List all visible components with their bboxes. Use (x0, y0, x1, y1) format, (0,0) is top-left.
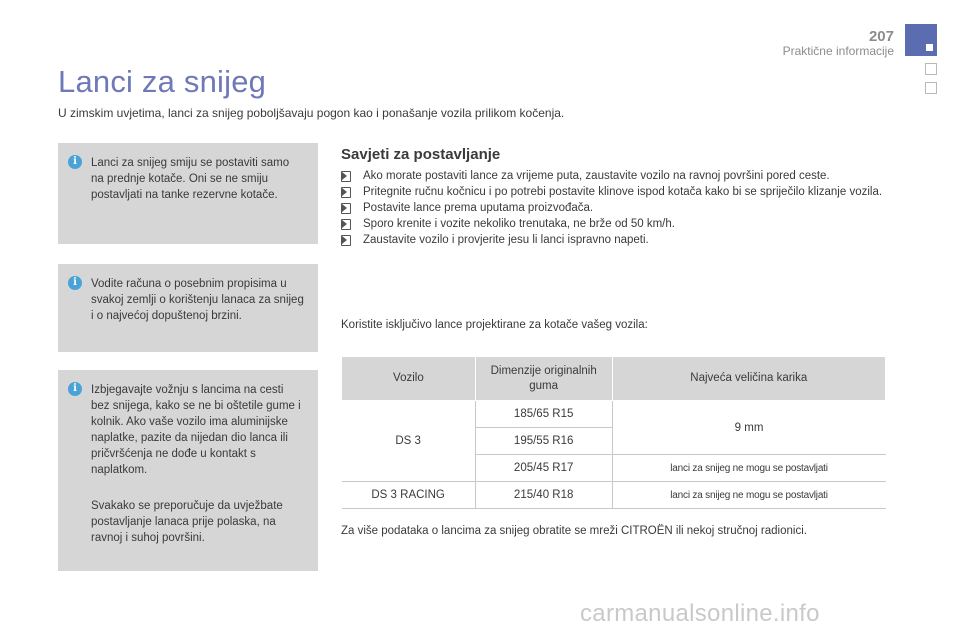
page-number: 207 (868, 28, 894, 45)
tyre-cell: 205/45 R17 (475, 455, 612, 482)
vehicle-cell: DS 3 (342, 401, 476, 482)
info-icon: i (68, 382, 82, 396)
tyre-cell: 195/55 R16 (475, 428, 612, 455)
info-text: Lanci za snijeg smiju se postaviti samo na prednje kotače. Oni se ne smiju postavljati na tanke rezervne kotače. (91, 157, 290, 201)
checkbox-arrow-icon (341, 170, 351, 182)
checkbox-arrow-icon (341, 202, 351, 214)
list-item-text: Sporo krenite i vozite nekoliko trenutaka, ne brže od 50 km/h. (363, 218, 675, 230)
section-heading: Savjeti za postavljanje (341, 146, 501, 163)
table-row (342, 401, 886, 428)
tyre-cell: 185/65 R15 (475, 401, 612, 428)
column-header-tyre-size: Dimenzije originalnih guma (475, 357, 612, 401)
column-header-vehicle: Vozilo (342, 357, 476, 401)
list-item-text: Postavite lance prema uputama proizvođača. (363, 202, 594, 214)
table-header-row (342, 357, 886, 401)
column-header-link-size: Najveća veličina karika (612, 357, 885, 401)
list-item (341, 184, 891, 200)
list-item-text: Zaustavite vozilo i provjerite jesu li lanci ispravno napeti. (363, 234, 649, 246)
list-item-text: Pritegnite ručnu kočnicu i po potrebi postavite klinove ispod kotača kako bi se spriječilo klizanje vozila. (363, 186, 883, 198)
info-text: Izbjegavajte vožnju s lancima na cesti bez snijega, kako se ne bi oštetile gume i kolnik. Ako vaše vozilo ima aluminijske naplatke, pazite da nijedan dio lanca ili pričvršćenja ne dođe u kontakt s naplatkom. (91, 384, 301, 476)
page-title: Lanci za snijeg (58, 64, 267, 99)
link-size-cell: lanci za snijeg ne mogu se postavljati (612, 455, 885, 482)
info-box (58, 264, 318, 352)
list-item (341, 232, 891, 248)
info-box (58, 143, 318, 244)
list-item (341, 168, 891, 184)
watermark: carmanualsonline.info (580, 600, 820, 627)
section-name: Praktične informacije (782, 44, 894, 58)
info-text: Vodite računa o posebnim propisima u svakoj zemlji o korištenju lanaca za snijeg i o najvećoj dopuštenoj brzini. (91, 278, 304, 322)
link-size-cell: 9 mm (612, 401, 885, 455)
tips-list (341, 168, 891, 248)
vehicle-cell: DS 3 RACING (342, 482, 476, 509)
chapter-tab-empty[interactable] (925, 82, 937, 94)
table-intro: Koristite isključivo lance projektirane za kotače vašeg vozila: (341, 319, 648, 331)
info-icon: i (68, 155, 82, 169)
footer-note: Za više podataka o lancima za snijeg obratite se mreži CITROËN ili nekoj stručnoj radionici. (341, 525, 807, 537)
chapter-tab-empty[interactable] (925, 63, 937, 75)
table-row (342, 482, 886, 509)
chapter-tab-active[interactable] (905, 24, 937, 56)
info-text: Svakako se preporučuje da uvježbate postavljanje lanaca prije polaska, na ravnoj i suhoj površini. (91, 500, 283, 544)
info-box (58, 370, 318, 571)
square-icon (926, 44, 933, 51)
list-item (341, 200, 891, 216)
checkbox-arrow-icon (341, 218, 351, 230)
info-icon: i (68, 276, 82, 290)
link-size-cell: lanci za snijeg ne mogu se postavljati (612, 482, 885, 509)
tyre-cell: 215/40 R18 (475, 482, 612, 509)
snow-chains-table (341, 356, 886, 509)
checkbox-arrow-icon (341, 186, 351, 198)
intro-text: U zimskim uvjetima, lanci za snijeg poboljšavaju pogon kao i ponašanje vozila prilikom kočenja. (58, 106, 565, 120)
list-item-text: Ako morate postaviti lance za vrijeme puta, zaustavite vozilo na ravnoj površini pored ceste. (363, 170, 830, 182)
checkbox-arrow-icon (341, 234, 351, 246)
list-item (341, 216, 891, 232)
